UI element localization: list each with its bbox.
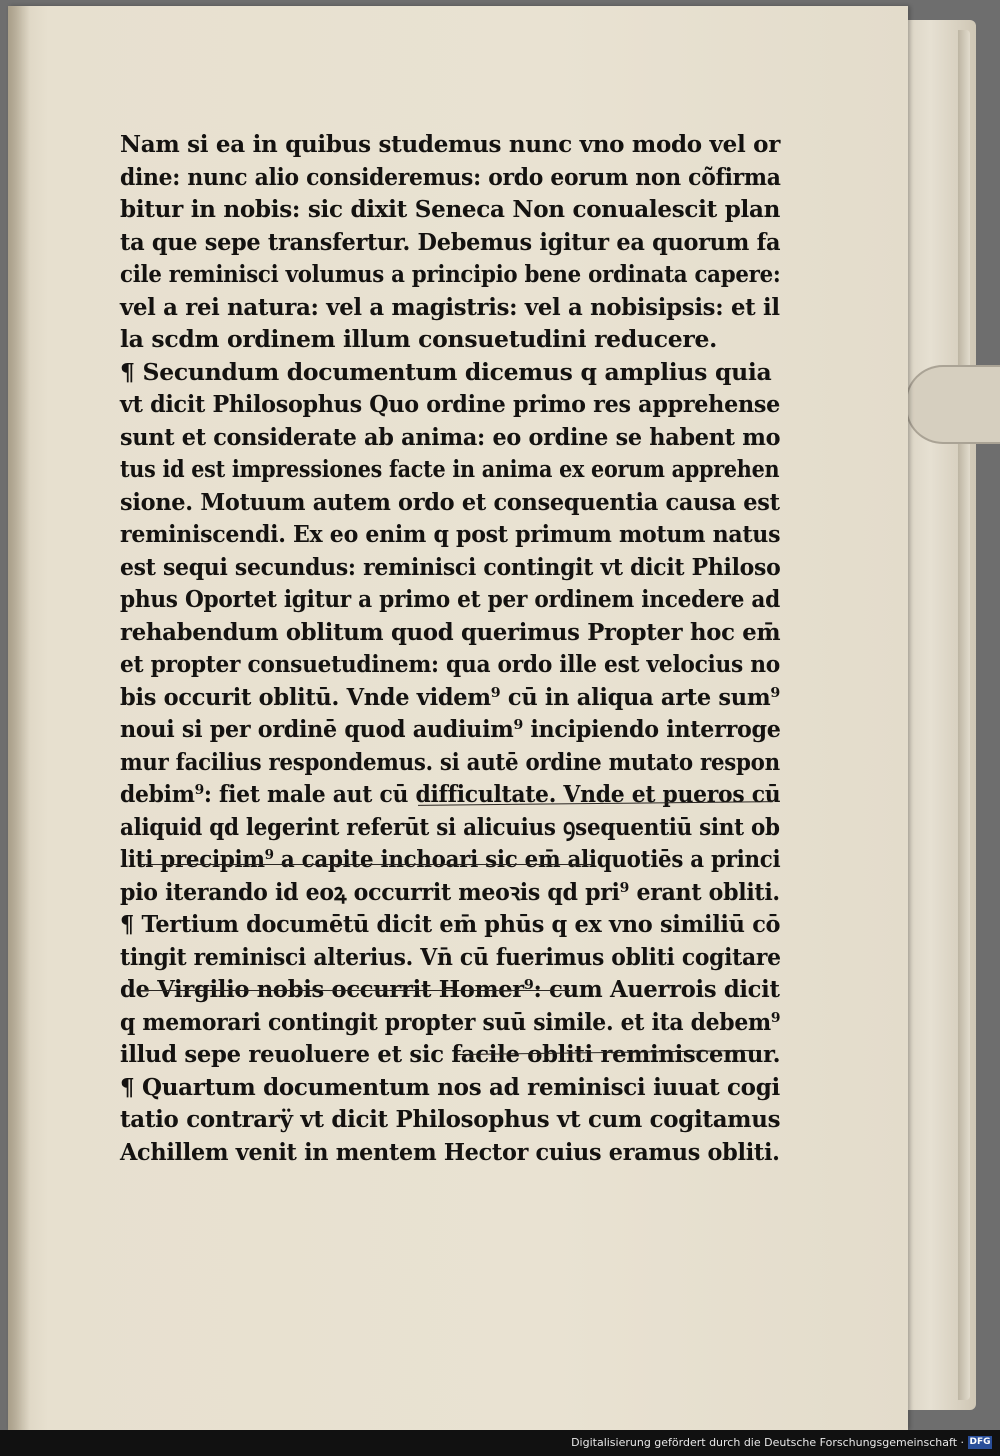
text-line: noui si per ordinē quod audiuim⁹ incipiendo interroge <box>120 715 781 743</box>
page-gutter <box>8 6 30 1430</box>
text-line: et propter consuetudinem: qua ordo ille est velocius no <box>120 650 780 678</box>
text-line: Achillem venit in mentem Hector cuius eramus obliti. <box>120 1137 780 1166</box>
text-line: pio iterando id eoꝝ occurrit meoꝛis qd pri⁹ erant obliti. <box>120 877 780 906</box>
text-line: bis occurit oblitū. Vnde videm⁹ cū in aliqua arte sum⁹ <box>120 682 780 711</box>
handwritten-underline <box>140 864 595 865</box>
text-line: liti precipim⁹ a capite inchoari sic em̄ aliquotiēs a princi <box>120 845 781 873</box>
text-line: Nam si ea in quibus studemus nunc vno modo vel or <box>120 130 781 158</box>
text-line: de Virgilio nobis occurrit Homer⁹: cum Auerrois dicit <box>120 975 780 1003</box>
text-line: ¶ Quartum documentum nos ad reminisci iuuat cogi <box>120 1072 780 1101</box>
handwritten-underline <box>140 990 570 991</box>
text-line: est sequi secundus: reminisci contingit vt dicit Philoso <box>120 552 781 581</box>
text-line: bitur in nobis: sic dixit Seneca Non conualescit plan <box>120 195 781 223</box>
text-line: mur facilius respondemus. si autē ordine mutato respon <box>120 747 780 776</box>
text-line: ta que sepe transfertur. Debemus igitur ea quorum fa <box>120 227 781 256</box>
text-line: ¶ Tertium documētū dicit em̄ phūs q ex vno similiū cō <box>120 910 781 938</box>
text-line: la scdm ordinem illum consuetudini reducere. <box>120 325 718 353</box>
text-line: cile reminisci volumus a principio bene ordinata capere: <box>120 260 781 288</box>
text-line: vt dicit Philosophus Quo ordine primo res apprehense <box>120 390 780 418</box>
text-line: tatio contrarÿ vt dicit Philosophus vt cum cogitamus <box>120 1105 781 1133</box>
text-line: vel a rei natura: vel a magistris: vel a nobisipsis: et il <box>120 292 780 321</box>
text-line: dine: nunc alio consideremus: ordo eorum non cõfirma <box>120 162 781 191</box>
text-line: sione. Motuum autem ordo et consequentia causa est <box>120 487 780 516</box>
cover-edge <box>958 30 970 1400</box>
text-line: illud sepe reuoluere et sic facile obliti reminiscemur. <box>120 1040 781 1068</box>
binding-clasp <box>905 365 1000 444</box>
text-line: rehabendum oblitum quod querimus Propter hoc em̄ <box>120 617 781 646</box>
text-line: sunt et considerate ab anima: eo ordine se habent mo <box>120 422 781 451</box>
text-line: aliquid qd legerint referūt si alicuius ꝯsequentiū sint ob <box>120 812 780 841</box>
text-line: tus id est impressiones facte in anima ex eorum apprehen <box>120 455 780 483</box>
digitization-credit: Digitalisierung gefördert durch die Deutsche Forschungsgemeinschaft · <box>571 1436 964 1449</box>
text-line: phus Oportet igitur a primo et per ordinem incedere ad <box>120 585 780 613</box>
text-line: ¶ Secundum documentum dicemus q amplius quia <box>120 357 772 386</box>
text-line: debim⁹: fiet male aut cū difficultate. Vnde et pueros cū <box>120 780 781 808</box>
page-text <box>120 128 780 1168</box>
text-line: q memorari contingit propter suū simile. et ita debem⁹ <box>120 1007 781 1036</box>
text-line: tingit reminisci alterius. Vn̄ cū fuerimus obliti cogitare <box>120 942 781 971</box>
dfg-logo: DFG <box>969 1437 991 1447</box>
text-line: reminiscendi. Ex eo enim q post primum motum natus <box>120 520 781 548</box>
